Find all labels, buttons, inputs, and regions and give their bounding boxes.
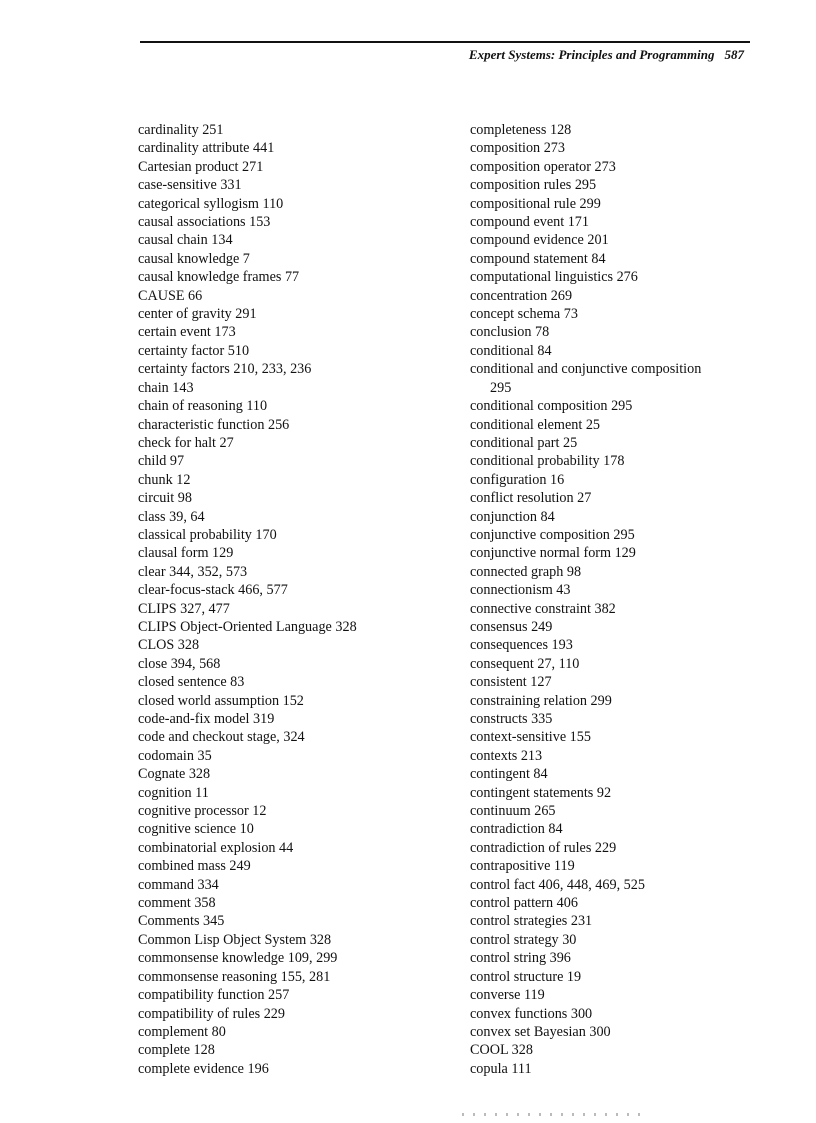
index-entry: certainty factors 210, 233, 236 [138,361,312,378]
index-entry: contexts 213 [470,747,543,764]
index-entry: conjunction 84 [470,508,555,525]
index-entry: contradiction of rules 229 [470,839,617,856]
index-entry: consensus 249 [470,618,553,635]
index-entry: categorical syllogism 110 [138,195,284,212]
index-entry: contrapositive 119 [470,858,575,875]
index-entry [470,360,760,397]
index-entry: code-and-fix model 319 [138,711,275,727]
index-entry: combinatorial explosion 44 [138,839,294,856]
index-column-left [138,121,468,1078]
index-entry: check for halt 27 [138,434,234,451]
index-entry: conditional composition 295 [470,398,633,415]
index-entry: convex functions 300 [470,1005,593,1022]
index-entry: CAUSE 66 [138,287,203,304]
index-entry: conjunctive normal form 129 [470,545,636,562]
index-entry: causal associations 153 [138,214,271,231]
index-entry: computational linguistics 276 [470,269,638,286]
index-entry: convex set Bayesian 300 [470,1023,611,1040]
index-entry: control strategies 231 [470,913,593,930]
index-entry: complete evidence 196 [138,1060,269,1077]
index-entry: consequent 27, 110 [470,655,580,672]
header-rule [140,41,750,43]
index-entry: configuration 16 [470,471,565,488]
index-entry: chunk 12 [138,471,191,488]
index-entry: conflict resolution 27 [470,490,592,507]
index-entry: compositional rule 299 [470,195,601,212]
index-entry: Common Lisp Object System 328 [138,931,332,948]
index-entry: compound event 171 [470,214,589,231]
index-entry: consistent 127 [470,674,552,691]
scan-artifact [462,1113,642,1116]
index-entry: conditional 84 [470,342,552,359]
index-entry: contradiction 84 [470,821,563,838]
index-entry: CLOS 328 [138,637,200,654]
index-entry: conjunctive composition 295 [470,526,635,543]
index-entry: compatibility of rules 229 [138,1005,285,1022]
index-entry: closed sentence 83 [138,674,245,691]
index-entry: Cognate 328 [138,766,211,783]
index-entry: certain event 173 [138,324,236,341]
index-entry: clausal form 129 [138,545,234,562]
index-entry: control pattern 406 [470,895,578,912]
index-entry: conditional probability 178 [470,453,625,470]
index-entry: connectionism 43 [470,582,571,599]
index-entry: certainty factor 510 [138,342,250,359]
index-entry: causal knowledge frames 77 [138,269,300,286]
index-entry: code and checkout stage, 324 [138,729,305,746]
index-entry: control string 396 [470,950,571,967]
index-entry: complete 128 [138,1042,215,1059]
index-entry: center of gravity 291 [138,306,257,323]
index-entry: class 39, 64 [138,508,205,525]
index-entry: characteristic function 256 [138,416,290,433]
index-entry: clear 344, 352, 573 [138,563,248,580]
index-entry: composition rules 295 [470,177,597,194]
index-entry: cognitive processor 12 [138,803,267,820]
index-entry: context-sensitive 155 [470,729,591,746]
running-header [469,47,744,63]
index-entry: compound evidence 201 [470,232,609,249]
index-entry: close 394, 568 [138,655,221,672]
index-entry: composition operator 273 [470,158,616,175]
index-entry: control structure 19 [470,968,582,985]
index-column-right [470,121,760,1078]
index-entry: cognitive science 10 [138,821,254,838]
index-entry: continuum 265 [470,803,556,820]
index-entry: combined mass 249 [138,858,251,875]
index-entry: concentration 269 [470,287,573,304]
index-entry: CLIPS 327, 477 [138,600,230,617]
book-title: Expert Systems: Principles and Programming [468,47,715,62]
index-entry-text: conditional and conjunctive composition [470,361,702,378]
index-entry: contingent 84 [470,766,548,783]
index-entry: copula 111 [470,1060,532,1077]
index-entry: child 97 [138,453,185,470]
index-entry: cognition 11 [138,784,209,801]
index-entry: compound statement 84 [470,250,606,267]
index-entry: CLIPS Object-Oriented Language 328 [138,618,357,635]
index-entry: conditional part 25 [470,434,578,451]
index-entry: chain of reasoning 110 [138,398,268,415]
index-entry: complement 80 [138,1023,226,1040]
index-entry: command 334 [138,876,219,893]
index-entry: case-sensitive 331 [138,177,242,194]
index-entry: control strategy 30 [470,931,577,948]
index-entry: control fact 406, 448, 469, 525 [470,876,645,893]
index-entry: Comments 345 [138,913,225,930]
index-entry: conclusion 78 [470,324,550,341]
index-entry: cardinality attribute 441 [138,140,275,157]
index-entry: causal knowledge 7 [138,250,250,267]
index-entry: closed world assumption 152 [138,692,304,709]
index-entry: constraining relation 299 [470,692,612,709]
index-entry: Cartesian product 271 [138,158,264,175]
index-entry: circuit 98 [138,490,192,507]
index-entry: conditional element 25 [470,416,601,433]
index-entry: connective constraint 382 [470,600,616,617]
index-entry: commonsense knowledge 109, 299 [138,950,338,967]
page-number: 587 [724,47,744,62]
index-entry: compatibility function 257 [138,987,290,1004]
index-entry: converse 119 [470,987,545,1004]
index-entry: causal chain 134 [138,232,233,249]
index-entry: codomain 35 [138,747,212,764]
index-entry: connected graph 98 [470,563,582,580]
index-entry: contingent statements 92 [470,784,612,801]
index-entry: clear-focus-stack 466, 577 [138,582,288,599]
index-entry: completeness 128 [470,122,572,138]
index-entry: chain 143 [138,379,194,396]
index-entry: COOL 328 [470,1042,533,1059]
index-entry: comment 358 [138,895,216,912]
index-entry-continuation: 295 [490,379,512,396]
index-entry: constructs 335 [470,711,553,727]
index-entry: composition 273 [470,140,565,157]
index-entry: concept schema 73 [470,306,578,323]
index-entry: cardinality 251 [138,122,224,138]
index-entry: classical probability 170 [138,526,277,543]
index-entry: consequences 193 [470,637,573,654]
index-entry: commonsense reasoning 155, 281 [138,968,331,985]
